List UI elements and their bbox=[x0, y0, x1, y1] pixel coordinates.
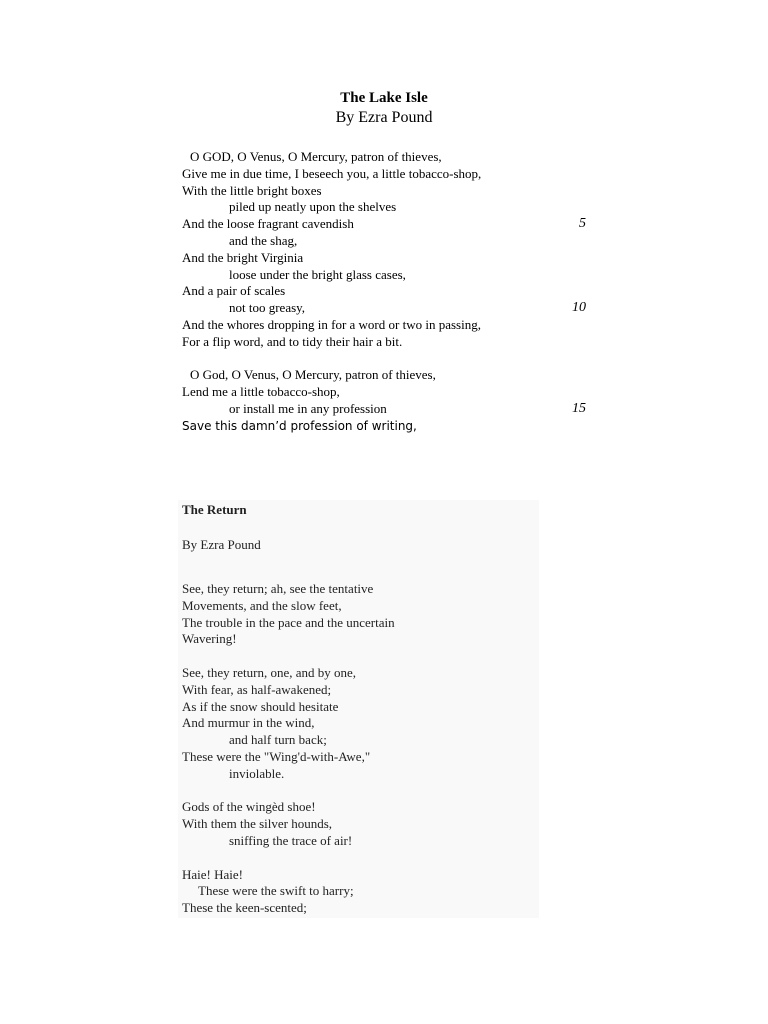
poem1-author: By Ezra Pound bbox=[335, 109, 433, 126]
poem2-line-text: These the keen-scented; bbox=[182, 900, 307, 916]
poem2-line bbox=[182, 715, 538, 732]
poem2-line-text: These were the "Wing'd-with-Awe," bbox=[182, 748, 371, 764]
poem2-line bbox=[182, 833, 538, 850]
poem2-section bbox=[182, 500, 538, 917]
poem2-line bbox=[182, 598, 538, 615]
poem2-line bbox=[182, 783, 538, 800]
poem1-line bbox=[182, 149, 586, 166]
poem2-line bbox=[182, 665, 538, 682]
poem2-line-text: See, they return, one, and by one, bbox=[182, 664, 357, 680]
poem2-line bbox=[182, 766, 538, 783]
poem2-line-text: With them the silver hounds, bbox=[182, 816, 333, 832]
poem1-line-text: And a pair of scales bbox=[182, 283, 286, 299]
poem1-line bbox=[182, 384, 586, 401]
poem2-line bbox=[182, 648, 538, 665]
poem1-line bbox=[182, 367, 586, 384]
poem1-header bbox=[182, 88, 586, 128]
poem2-line bbox=[182, 682, 538, 699]
poem1-line-text: Save this damn’d profession of writing, bbox=[182, 418, 417, 433]
poem2-line-text: The trouble in the pace and the uncertain bbox=[182, 614, 395, 630]
poem2-title: The Return bbox=[182, 502, 247, 517]
poem1-line-text: and the shag, bbox=[229, 232, 298, 248]
poem1-line-text: or install me in any profession bbox=[229, 400, 387, 416]
poem2-line-text: and half turn back; bbox=[229, 732, 327, 748]
poem2-line-text: Haie! Haie! bbox=[182, 866, 243, 882]
poem1-line-text: For a flip word, and to tidy their hair a bit. bbox=[182, 333, 403, 349]
poem1-line-text: O God, O Venus, O Mercury, patron of thieves, bbox=[190, 367, 436, 383]
poem1-line-text: And the bright Virginia bbox=[182, 249, 304, 265]
poem1-line-text: piled up neatly upon the shelves bbox=[229, 199, 397, 215]
poem1-line-text: And the loose fragrant cavendish bbox=[182, 216, 354, 232]
poem1-line bbox=[182, 351, 586, 368]
poem2-line-text: With fear, as half-awakened; bbox=[182, 681, 332, 697]
poem1-line bbox=[182, 199, 586, 216]
poem1-line bbox=[182, 300, 586, 317]
poem1-line bbox=[182, 317, 586, 334]
line-number: 15 bbox=[572, 400, 586, 416]
poem1-line bbox=[182, 401, 586, 418]
poem2-body bbox=[182, 581, 538, 917]
poem1-line bbox=[182, 166, 586, 183]
poem1-line bbox=[182, 267, 586, 284]
poem2-line bbox=[182, 816, 538, 833]
poem1-line bbox=[182, 183, 586, 200]
poem2-line-text: Gods of the wingèd shoe! bbox=[182, 799, 316, 815]
poem2-line bbox=[182, 900, 538, 917]
poem2-line-text: See, they return; ah, see the tentative bbox=[182, 581, 374, 596]
poem2-line-text: And murmur in the wind, bbox=[182, 715, 315, 731]
poem1-line bbox=[182, 283, 586, 300]
poem1-line bbox=[182, 216, 586, 233]
line-number: 10 bbox=[572, 300, 586, 316]
poem2-line-text: inviolable. bbox=[229, 765, 285, 781]
poem2-line-text: sniffing the trace of air! bbox=[229, 832, 353, 848]
poem2-line bbox=[182, 749, 538, 766]
poem2-line bbox=[182, 732, 538, 749]
poem1-line bbox=[182, 418, 586, 435]
poem1-line bbox=[182, 233, 586, 250]
poem2-line bbox=[182, 883, 538, 900]
poem2-author: By Ezra Pound bbox=[182, 537, 261, 552]
poem2-line-text: Movements, and the slow feet, bbox=[182, 597, 342, 613]
poem2-line bbox=[182, 581, 538, 598]
poem2-line bbox=[182, 850, 538, 867]
poem2-line bbox=[182, 867, 538, 884]
poem1-line-text: With the little bright boxes bbox=[182, 182, 322, 198]
poem1-line bbox=[182, 334, 586, 351]
poem1-body bbox=[182, 149, 586, 435]
poem1-line-text: And the whores dropping in for a word or two in passing, bbox=[182, 316, 481, 332]
poem1-line-text: loose under the bright glass cases, bbox=[229, 266, 406, 282]
line-number: 5 bbox=[579, 216, 586, 232]
poem2-line-text: Wavering! bbox=[182, 631, 237, 647]
poem1-title: The Lake Isle bbox=[340, 90, 428, 106]
poem1-line bbox=[182, 250, 586, 267]
poem1-line-text: Give me in due time, I beseech you, a little tobacco-shop, bbox=[182, 165, 482, 181]
poem2-line-text: These were the swift to harry; bbox=[198, 883, 354, 899]
poem1-line-text: O GOD, O Venus, O Mercury, patron of thieves, bbox=[190, 149, 442, 164]
poem2-line bbox=[182, 699, 538, 716]
poem1-line-text: not too greasy, bbox=[229, 300, 306, 316]
poem2-line-text: As if the snow should hesitate bbox=[182, 698, 339, 714]
poem2-line bbox=[182, 631, 538, 648]
poem2-line bbox=[182, 615, 538, 632]
poem1-line-text: Lend me a little tobacco-shop, bbox=[182, 384, 340, 400]
poem2-line bbox=[182, 799, 538, 816]
